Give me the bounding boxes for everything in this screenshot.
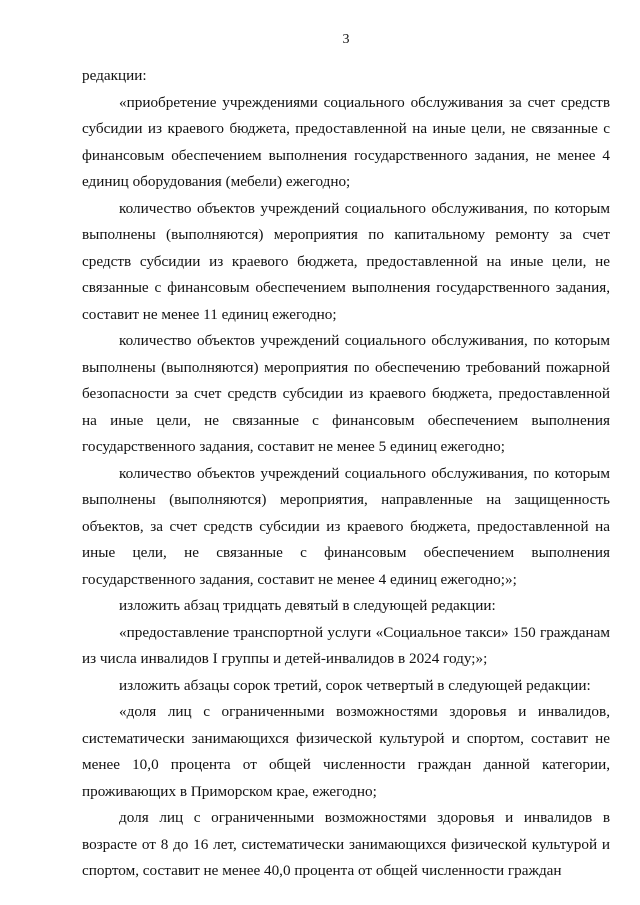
paragraph: редакции:	[82, 67, 147, 84]
paragraph: «предоставление транспортной услуги «Социальное такси» 150 гражданам из числа инвалидов I группы и детей-инвалидов в 2024 году;»;	[82, 623, 610, 667]
document-body	[82, 63, 610, 885]
paragraph: доля лиц с ограниченными возможностями здоровья и инвалидов в возрасте от 8 до 16 лет, систематически занимающихся физической культурой и спортом, составит не менее 40,0 процента от общей численности граждан	[82, 809, 610, 879]
paragraph: изложить абзацы сорок третий, сорок четвертый в следующей редакции:	[119, 676, 591, 694]
paragraph: «доля лиц с ограниченными возможностями здоровья и инвалидов, систематически занимающихся физической культурой и спортом, составит не менее 10,0 процента от общей численности граждан данной категории, проживающих в Приморском крае, ежегодно;	[82, 703, 610, 800]
paragraph: изложить абзац тридцать девятый в следующей редакции:	[119, 597, 496, 614]
document-page	[82, 30, 610, 885]
paragraph: количество объектов учреждений социального обслуживания, по которым выполнены (выполняются) мероприятия, направленные на защищенность объектов, за счет средств субсидии из краевого бюджета, предоставленной на иные цели, не связанные с финансовым обеспечением выполнения государственного задания, составит не менее 4 единиц ежегодно;»;	[82, 464, 610, 588]
page-number: 3	[342, 32, 350, 47]
paragraph: количество объектов учреждений социального обслуживания, по которым выполнены (выполняются) мероприятия по капитальному ремонту за счет средств субсидии из краевого бюджета, предоставленной на иные цели, не связанные с финансовым обеспечением выполнения государственного задания, составит не менее 11 единиц ежегодно;	[82, 199, 610, 323]
paragraph: количество объектов учреждений социального обслуживания, по которым выполнены (выполняются) мероприятия по обеспечению требований пожарной безопасности за счет средств субсидии из краевого бюджета, предоставленной на иные цели, не связанные с финансовым обеспечением выполнения государственного задания, составит не менее 5 единиц ежегодно;	[82, 332, 610, 455]
paragraph: «приобретение учреждениями социального обслуживания за счет средств субсидии из краевого бюджета, предоставленной на иные цели, не связанные с финансовым обеспечением выполнения государственного задания, не менее 4 единиц оборудования (мебели) ежегодно;	[82, 93, 610, 190]
